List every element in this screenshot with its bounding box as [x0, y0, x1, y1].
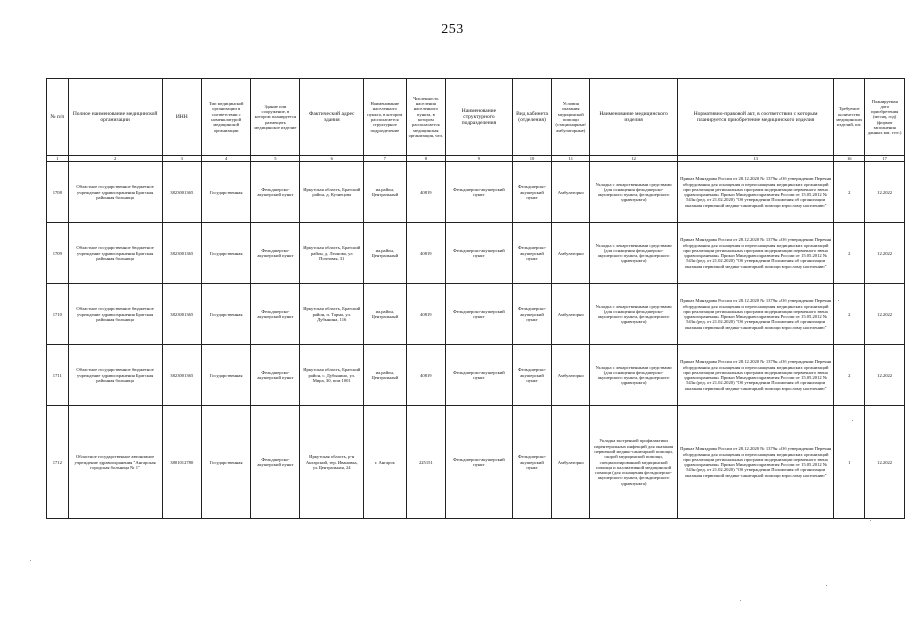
header-cell-qty: Требуемое количество медицинских изделий, шт.	[834, 79, 865, 156]
header-cell-cabinet: Вид кабинета (отделения)	[512, 79, 552, 156]
table-row	[47, 284, 905, 345]
legal-basis: Приказ Минздрава России от 28.12.2020 № 1379н «Об утверждении Перечня оборудования для оснащения и переоснащения медицинских организаций при реализации региональных программ модернизации первичного звена здравоохранения» Приказ Минздравсоцразвития России от 15.05.2012 № 543н (ред. от 21.02.2020) "Об утверждении Положения об организации оказания первичной медико-санитарной помощи взрослому населению"	[677, 406, 833, 519]
row-number: 1709	[47, 223, 69, 284]
row-number: 1712	[47, 406, 69, 519]
org-type: Государственная	[201, 345, 250, 406]
org-type: Государственная	[201, 162, 250, 223]
org-name: Областное государственное бюджетное учреждение здравоохранения Братская районная больница	[68, 284, 162, 345]
header-cell-basis: Нормативно-правовой акт, в соответствии с которым планируется приобретение медицинского изделия	[677, 79, 833, 156]
conditions: Амбулаторно	[552, 284, 590, 345]
conditions: Амбулаторно	[552, 345, 590, 406]
cabinet: Фельдшерско-акушерский пункт	[512, 345, 552, 406]
scan-speck	[30, 560, 31, 561]
address: Иркутская область, Братский район, д. Леонова, ул Почтовая, 31	[300, 223, 364, 284]
org-type: Государственная	[201, 284, 250, 345]
column-number: 7	[364, 156, 407, 162]
legal-basis: Приказ Минздрава России от 28.12.2020 № 1379н «Об утверждении Перечня оборудования для оснащения и переоснащения медицинских организаций при реализации региональных программ модернизации первичного звена здравоохранения» Приказ Минздравсоцразвития России от 15.05.2012 № 543н (ред. от 21.02.2020) "Об утверждении Положения об организации оказания первичной медико-санитарной помощи взрослому населению"	[677, 345, 833, 406]
column-number: 8	[406, 156, 446, 162]
population: 40819	[406, 284, 446, 345]
purchase-date: 12.2022	[865, 223, 905, 284]
page-number: 253	[441, 22, 464, 37]
subdivision: Фельдшерско-акушерский пункт	[446, 345, 513, 406]
quantity: 2	[834, 162, 865, 223]
org-name: Областное государственное бюджетное учреждение здравоохранения Братская районная больница	[68, 223, 162, 284]
row-number: 1708	[47, 162, 69, 223]
column-number: 13	[677, 156, 833, 162]
header-row	[47, 79, 905, 156]
settlement: г. Ангарск	[364, 406, 407, 519]
cabinet: Фельдшерско-акушерский пункт	[512, 162, 552, 223]
population: 225151	[406, 406, 446, 519]
building: Фельдшерско-акушерский пункт	[251, 223, 300, 284]
subdivision: Фельдшерско-акушерский пункт	[446, 284, 513, 345]
purchase-date: 12.2022	[865, 406, 905, 519]
address: Иркутская область, р-н Ангарский, тер. Ивановка, ул.Центральная, 24	[300, 406, 364, 519]
row-number: 1710	[47, 284, 69, 345]
device: Укладка с лекарственными средствами (для оснащения фельдшерско-акушерского пункта, фельдшерского здравпункта)	[590, 284, 678, 345]
org-name: Областное государственное автономное учреждение здравоохранения "Ангарская городская больница № 1"	[68, 406, 162, 519]
conditions: Амбулаторно	[552, 223, 590, 284]
equipment-table-grid	[46, 78, 905, 519]
conditions: Амбулаторно	[552, 406, 590, 519]
cabinet: Фельдшерско-акушерский пункт	[512, 284, 552, 345]
column-number: 9	[446, 156, 513, 162]
inn: 3801012780	[162, 406, 201, 519]
header-cell-inn: ИНН	[162, 79, 201, 156]
column-number: 12	[590, 156, 678, 162]
header-cell-conditions: Условия оказания медицинской помощи (стационарные/ амбулаторные)	[552, 79, 590, 156]
header-cell-subdivision: Наименование структурного подразделения	[446, 79, 513, 156]
column-number: 5	[251, 156, 300, 162]
address: Иркутская область, Братский район, п. Тарма, ул. Дубынина, 116	[300, 284, 364, 345]
scan-speck	[740, 600, 741, 601]
settlement: иа.район, Центральный	[364, 223, 407, 284]
purchase-date: 12.2022	[865, 162, 905, 223]
address: Иркутская область, Братский район, с. Дубынино, ул. Мира, 30, пом 1001	[300, 345, 364, 406]
scan-speck	[838, 300, 839, 301]
settlement: иа.район, Центральный	[364, 162, 407, 223]
address: Иркутская область, Братский район, д. Кузнецова	[300, 162, 364, 223]
device: Укладка с лекарственными средствами (для оснащения фельдшерско-акушерского пункта, фельдшерского здравпункта)	[590, 223, 678, 284]
scan-speck	[826, 585, 827, 586]
population: 40819	[406, 162, 446, 223]
header-cell-num: № п/п	[47, 79, 69, 156]
inn: 3823001365	[162, 284, 201, 345]
org-name: Областное государственное бюджетное учреждение здравоохранения Братская районная больница	[68, 162, 162, 223]
device: Укладка экстренной профилактики парентеральных инфекций для оказания первичной медико-санитарной помощи, скорой медицинской помощи, специализированной медицинской помощи и паллиативной медицинской помощи (для оснащения фельдшерско-акушерского пункта, фельдшерского здравпункта)	[590, 406, 678, 519]
device: Укладка с лекарственными средствами (для оснащения фельдшерско-акушерского пункта, фельдшерского здравпункта)	[590, 345, 678, 406]
legal-basis: Приказ Минздрава России от 28.12.2020 № 1379н «Об утверждении Перечня оборудования для оснащения и переоснащения медицинских организаций при реализации региональных программ модернизации первичного звена здравоохранения» Приказ Минздравсоцразвития России от 15.05.2012 № 543н (ред. от 21.02.2020) "Об утверждении Положения об организации оказания первичной медико-санитарной помощи взрослому населению"	[677, 223, 833, 284]
legal-basis: Приказ Минздрава России от 28.12.2020 № 1379н «Об утверждении Перечня оборудования для оснащения и переоснащения медицинских организаций при реализации региональных программ модернизации первичного звена здравоохранения» Приказ Минздравсоцразвития России от 15.05.2012 № 543н (ред. от 21.02.2020) "Об утверждении Положения об организации оказания первичной медико-санитарной помощи взрослому населению"	[677, 284, 833, 345]
column-number: 6	[300, 156, 364, 162]
purchase-date: 12.2022	[865, 345, 905, 406]
cabinet: Фельдшерско-акушерский пункт	[512, 406, 552, 519]
building: Фельдшерско-акушерский пункт	[251, 406, 300, 519]
header-cell-address: Фактический адрес здания	[300, 79, 364, 156]
cabinet: Фельдшерско-акушерский пункт	[512, 223, 552, 284]
row-number: 1711	[47, 345, 69, 406]
population: 40819	[406, 345, 446, 406]
header-cell-org: Полное наименование медицинской организации	[68, 79, 162, 156]
column-number: 3	[162, 156, 201, 162]
equipment-table	[46, 78, 905, 519]
org-name: Областное государственное бюджетное учреждение здравоохранения Братская районная больница	[68, 345, 162, 406]
column-number: 2	[68, 156, 162, 162]
header-cell-type: Тип медицинской организации в соответствии с номенклатурой медицинской организации	[201, 79, 250, 156]
inn: 3823001365	[162, 162, 201, 223]
subdivision: Фельдшерско-акушерский пункт	[446, 162, 513, 223]
org-type: Государственная	[201, 223, 250, 284]
table-row	[47, 345, 905, 406]
subdivision: Фельдшерско-акушерский пункт	[446, 406, 513, 519]
column-number: 4	[201, 156, 250, 162]
inn: 3823001365	[162, 345, 201, 406]
scan-speck	[870, 520, 871, 521]
header-cell-date: Планируемая дата приобретения (месяц, год) (формат заполнения данных мм. гггг.)	[865, 79, 905, 156]
quantity: 2	[834, 284, 865, 345]
column-number: 11	[552, 156, 590, 162]
scan-speck	[852, 420, 853, 421]
building: Фельдшерско-акушерский пункт	[251, 345, 300, 406]
header-cell-settlement: Наименование населенного пункта, в котором располагается структурное подразделение	[364, 79, 407, 156]
header-cell-building: Здание или сооружение, в котором планируется размещать медицинское изделие	[251, 79, 300, 156]
table-row	[47, 406, 905, 519]
conditions: Амбулаторно	[552, 162, 590, 223]
quantity: 2	[834, 223, 865, 284]
column-number: 1	[47, 156, 69, 162]
settlement: иа.район, Центральный	[364, 345, 407, 406]
legal-basis: Приказ Минздрава России от 28.12.2020 № 1379н «Об утверждении Перечня оборудования для оснащения и переоснащения медицинских организаций при реализации региональных программ модернизации первичного звена здравоохранения» Приказ Минздравсоцразвития России от 15.05.2012 № 543н (ред. от 21.02.2020) "Об утверждении Положения об организации оказания первичной медико-санитарной помощи взрослому населению"	[677, 162, 833, 223]
device: Укладка с лекарственными средствами (для оснащения фельдшерско-акушерского пункта, фельдшерского здравпункта)	[590, 162, 678, 223]
org-type: Государственная	[201, 406, 250, 519]
table-row	[47, 223, 905, 284]
subdivision: Фельдшерско-акушерский пункт	[446, 223, 513, 284]
building: Фельдшерско-акушерский пункт	[251, 284, 300, 345]
column-number: 16	[834, 156, 865, 162]
column-number: 10	[512, 156, 552, 162]
quantity: 1	[834, 406, 865, 519]
header-cell-device: Наименование медицинского изделия	[590, 79, 678, 156]
population: 40819	[406, 223, 446, 284]
column-number: 17	[865, 156, 905, 162]
quantity: 2	[834, 345, 865, 406]
table-row	[47, 162, 905, 223]
settlement: иа.район, Центральный	[364, 284, 407, 345]
inn: 3823001365	[162, 223, 201, 284]
header-cell-population: Численность населения населенного пункта, в котором располагается медицинская организация, чел.	[406, 79, 446, 156]
building: Фельдшерско-акушерский пункт	[251, 162, 300, 223]
purchase-date: 12.2022	[865, 284, 905, 345]
